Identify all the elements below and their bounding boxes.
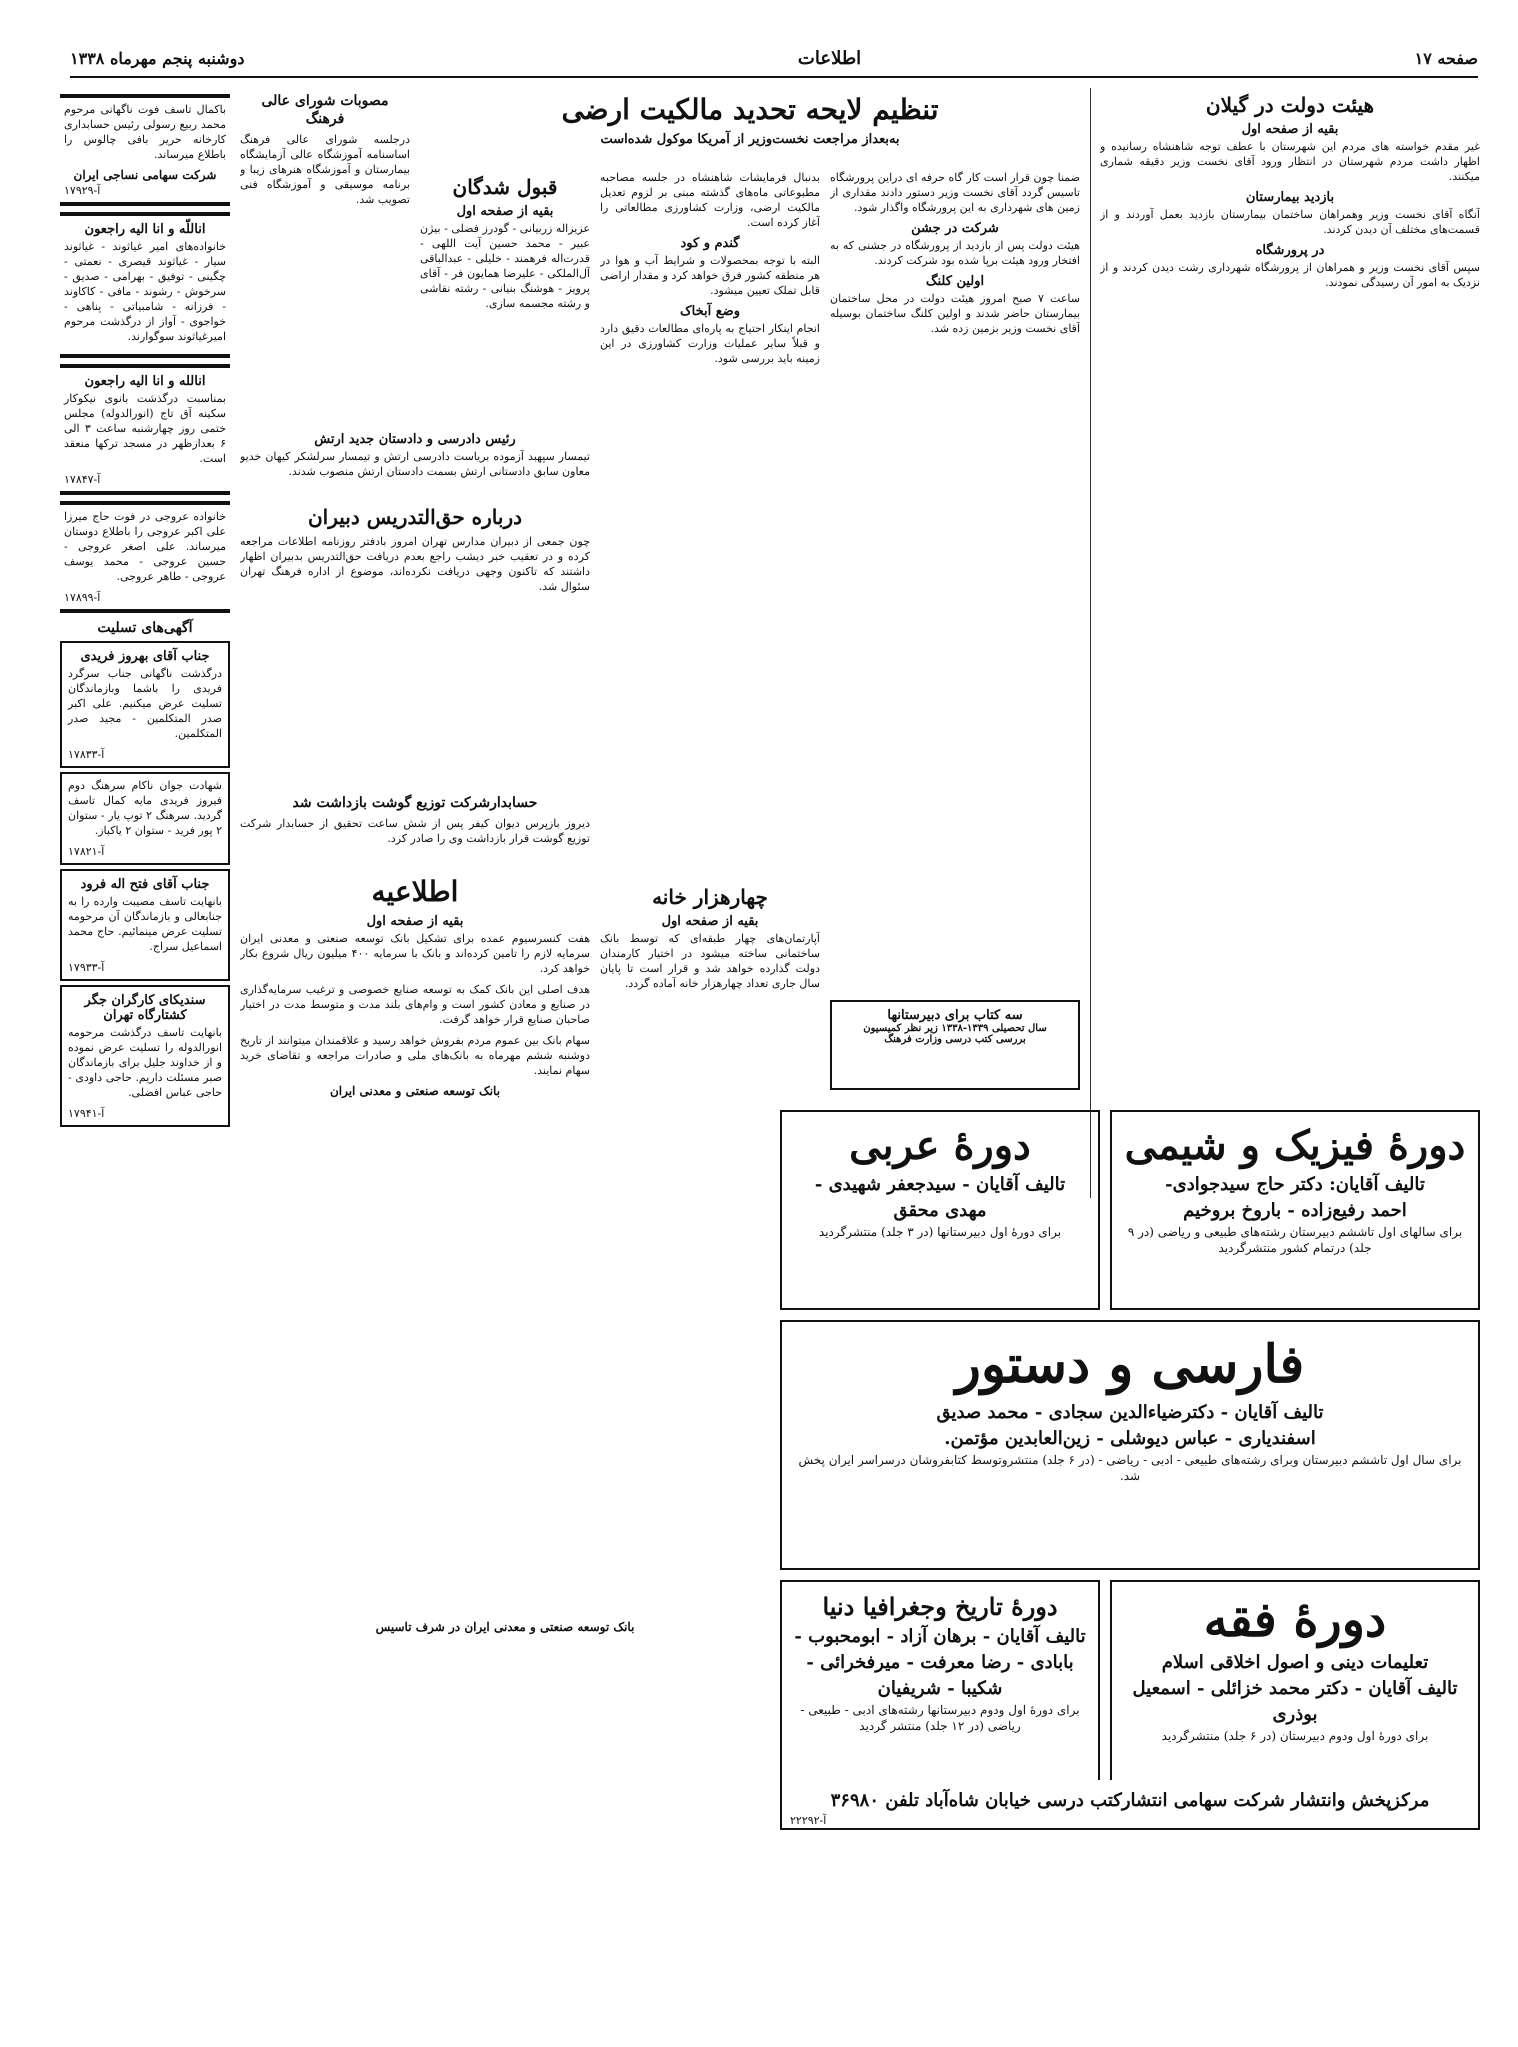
ad-persian-grammar bbox=[780, 1320, 1480, 1570]
gilan-sub-in-rasht: در پرورشگاه bbox=[1255, 243, 1325, 258]
council-headline: مصوبات شورای عالی فرهنگ bbox=[261, 93, 389, 127]
ad-fiqh-note: برای دورهٔ اول ودوم دبیرستان (در ۶ جلد) منتشرگردید bbox=[1161, 1729, 1429, 1743]
textbook-emblem-line1: سه کتاب برای دبیرستانها bbox=[887, 1008, 1023, 1023]
announcement-continued: بقیه از صفحه اول bbox=[366, 914, 464, 929]
ad-arabic-note: برای دورهٔ اول دبیرستانها (در ۳ جلد) منتشرگردید bbox=[818, 1225, 1062, 1239]
notice-taj-code: آ-۱۷۸۴۷ bbox=[64, 473, 101, 486]
land-reform-block bbox=[420, 88, 1080, 178]
land-reform-sub-wheat: گندم و کود bbox=[680, 236, 740, 251]
notice-fereydi-title: جناب آقای بهروز فریدی bbox=[80, 649, 210, 664]
gilan2-para-3: ساعت ۷ صبح امروز هیئت دولت در محل ساختمان بیمارستان حاضر شدند و اولین کلنگ ساختمان بوسیله آقای نخست وزیر بزمین زده شد. bbox=[830, 292, 1080, 335]
meat-column bbox=[240, 790, 590, 870]
bank-footer-signature: بانک توسعه صنعتی و معدنی ایران در شرف تاسیس bbox=[375, 1620, 635, 1634]
ad-physics-chemistry bbox=[1110, 1110, 1480, 1310]
textbook-emblem-line3: بررسی کتب درسی وزارت فرهنگ bbox=[884, 1034, 1026, 1045]
notice-fathollah-title: جناب آقای فتح اله فرود bbox=[80, 877, 210, 892]
land-reform-para-2: البته با توجه بمحصولات و شرایط آب و هوا در هر منطقه کشور فرق خواهد کرد و مقدار اراضی قابل تملک تعیین میشود. bbox=[600, 254, 820, 297]
ad-footer bbox=[780, 1780, 1480, 1830]
land-reform-sub-tobacco: وضع آبخاک bbox=[680, 304, 740, 319]
textbook-emblem bbox=[830, 1000, 1080, 1090]
army-para-1: تیمسار سپهبد آزموده بریاست دادرسی ارتش و تیمسار سرلشکر کیهان خدیو معاون سابق دادستانی ارتش بسمت دادستان ارتش منصوب شدند. bbox=[240, 450, 590, 478]
gilan2-para-1: ضمنا چون قرار است کار گاه حرفه ای دراین پرورشگاه تاسیس گردد آقای نخست وزیر دستور دادند مقداری از زمین های شهرداری به این پرورشگاه واگذار شود. bbox=[830, 171, 1080, 214]
notice-fathollah-text: بانهایت تاسف مصیبت وارده را به جنابعالی و بازماندگان آن مرحومه تسلیت عرض مینمائیم. حاج محمد اسماعیل سراج. bbox=[68, 895, 222, 953]
column-rule bbox=[1090, 88, 1091, 1198]
announcement-signature: بانک توسعه صنعتی و معدنی ایران bbox=[329, 1084, 501, 1098]
masthead bbox=[70, 40, 1478, 78]
ad-physics-note: برای سالهای اول تاششم دبیرستان رشته‌های طبیعی و ریاضی (در ۹ جلد) درتمام کشور منتشرگردید bbox=[1127, 1225, 1463, 1255]
ad-history-geography bbox=[780, 1580, 1100, 1780]
ad-persian-title: فارسی و دستور bbox=[955, 1334, 1305, 1395]
accepted-para-1: عزیزاله زربیانی - گودرز فضلی - بیژن عبیر - محمد حسین آیت اللهی - قدرت‌اله فرهمند - خلیلی - عبدالباقی آل‌الملکی - علیرضا همایون فر - آقای پرویز - هوشنگ بنیانی - رشته‌ نقاشی و رشته مجسمه سازی. bbox=[420, 222, 590, 310]
notice-ghiasvand bbox=[60, 212, 230, 358]
notice-orouji bbox=[60, 501, 230, 613]
announcement-headline: اطلاعیه bbox=[371, 875, 459, 908]
notices-column bbox=[60, 88, 230, 1628]
ad-history-authors-2: بابادی - رضا معرفت - میرفخرائی - شکیبا - شریفیان bbox=[806, 1652, 1074, 1699]
column-gilan bbox=[1100, 88, 1480, 1188]
gilan2-sub-first-kolang: اولین کلنگ bbox=[925, 274, 985, 289]
gilan2-para-2: هیئت دولت پس از بازدید از پرورشگاه در جشنی که به افتخار ورود هیئت برپا شده بود شرکت کردند. bbox=[830, 239, 1080, 267]
gilan-headline: هیئت دولت در گیلان bbox=[1205, 93, 1375, 117]
ad-physics-title: دورهٔ فیزیک و شیمی bbox=[1124, 1122, 1466, 1169]
notice-fathollah-code: آ-۱۷۹۳۳ bbox=[68, 961, 105, 974]
land-reform-para-3: انجام اینکار احتیاج به پاره‌ای مطالعات دقیق دارد و قبلاً سایر عملیات وزارت کشاورزی در این زمینه باید بررسی شود. bbox=[600, 322, 820, 365]
ad-persian-note: برای سال اول تاششم دبیرستان وبرای رشته‌های طبیعی - ادبی - ریاضی - (در ۶ جلد) منتشروتوسط کتابفروشان درسراسر ایران پخش شد. bbox=[798, 1453, 1462, 1483]
notice-union-text: بانهایت تاسف درگذشت مرحومه انورالدوله را تسلیت عرض نموده و از خداوند جلیل برای بازماندگان صبر مسئلت داریم. حاجی داودی - حاجی عباس افضلی. bbox=[68, 1026, 222, 1099]
notice-ghiasvand-text: خانواده‌های امیر غیاثوند - غیاثوند سیار - غیاثوند قیصری - نعمتی - چگینی - توفیق - بهرامی - صدیق - سرخوش - رشوند - مافی - کاکاوند - فرزانه - شامبیاتی - پناهی - خواجوی - آواز از درگذشت مرحوم امیرغیاثوند سوگوارند. bbox=[64, 240, 226, 343]
ad-arabic-authors-2: مهدی محقق bbox=[893, 1200, 987, 1221]
announcement-column bbox=[240, 870, 590, 1610]
notice-union bbox=[60, 985, 230, 1127]
land-reform-para-1: بدنبال فرمایشات شاهنشاه در جلسه مصاحبه مطبوعاتی ماه‌های گذشته مبنی بر لزوم تعدیل مالکیت ارضی، وزارت کشاورزی مطالعاتی را آغاز کرده است. bbox=[600, 171, 820, 229]
notice-taj-title: انالله و انا الیه راجعون bbox=[84, 374, 206, 389]
teachers-column bbox=[240, 500, 590, 760]
gilan2-sub-celebration: شرکت در جشن bbox=[911, 221, 999, 236]
accepted-continued: بقیه از صفحه اول bbox=[456, 204, 554, 219]
meat-para-1: دیروز بازپرس دیوان کیفر پس از شش ساعت تحقیق از حسابدار شرکت توزیع گوشت قرار بازداشت وی را صادر کرد. bbox=[240, 817, 590, 845]
land-reform-body bbox=[600, 170, 820, 870]
ad-history-authors-1: تالیف آقایان - برهان آزاد - ابومحبوب - bbox=[794, 1626, 1086, 1647]
notice-sarhang-text: شهادت جوان ناکام سرهنگ دوم فیروز فریدی مایه کمال تاسف گردید. سرهنگ ۲ توپ یار - ستوان ۲ پور فرید - ستوان ۲ یاکباز. bbox=[68, 779, 222, 837]
houses-continued: بقیه از صفحه اول bbox=[661, 914, 759, 929]
gilan-continued: بقیه از صفحه اول bbox=[1241, 122, 1339, 137]
ad-fiqh bbox=[1110, 1580, 1480, 1780]
notice-sarhang bbox=[60, 772, 230, 865]
notice-textile-signature: شرکت سهامی نساجی ایران bbox=[73, 168, 217, 182]
notice-taj bbox=[60, 364, 230, 495]
notice-fereydi-text: درگذشت ناگهانی جناب سرگرد فریدی را باشما وبازماندگان تسلیت عرض میکنیم. علی اکبر صدر المتکلمین - مجید صدر المتکلمین. bbox=[68, 667, 222, 740]
announcement-para-2: هدف اصلی این بانک کمک به توسعه صنایع خصوصی و ترغیب سرمایه‌گذاری در صنایع و معادن کشور است و وام‌های بلند مدت و متوسط مدت در اختیار صاحبان صنایع قرار خواهد گرفت. bbox=[240, 983, 590, 1026]
ad-footer-code: آ-۲۲۲۹۲ bbox=[790, 1814, 827, 1827]
notice-ghiasvand-title: اناللّه و انا الیه راجعون bbox=[84, 222, 206, 237]
newspaper-name: اطلاعات bbox=[797, 47, 862, 69]
houses-para-1: آپارتمان‌های چهار طبقه‌ای که توسط بانک ساختمانی ساخته میشود در اختیار کارمندان دولت گذارده خواهد شد و قرار است تا پایان سال جاری تعداد چهارهزار خانه آماده گردد. bbox=[600, 932, 820, 990]
notice-taj-text: بمناسبت درگذشت بانوی نیکوکار سکینه آق تاج (انورالدوله) مجلس ختمی روز چهارشنبه ساعت ۳ الی ۶ بعدازظهر در مسجد ترکها منعقد است. bbox=[64, 392, 226, 465]
notice-fereydi-code: آ-۱۷۸۳۳ bbox=[68, 748, 105, 761]
notice-textile-code: آ-۱۷۹۲۹ bbox=[64, 184, 101, 197]
gilan-para-1: غیر مقدم خواسته های مردم این شهرستان با عطف توجه شاهنشاه رسانیده و اظهار داشت مردم شهرستان در انتظار ورود آقای نخست وزیر دقیقه شماری میکنند. bbox=[1100, 140, 1480, 183]
land-reform-headline: تنظیم لایحه تحدید مالکیت ارضی bbox=[561, 93, 939, 126]
issue-date: دوشنبه پنجم مهرماه ۱۳۳۸ bbox=[70, 48, 245, 68]
army-headline: رئیس دادرسی و دادستان جدید ارتش bbox=[314, 432, 516, 447]
notice-textile-text: باکمال تاسف فوت ناگهانی مرحوم محمد ربیع رسولی رئیس حسابداری کارخانه حریر بافی چالوس را باطلاع میرساند. bbox=[64, 103, 226, 161]
ad-physics-authors-2: احمد رفیع‌زاده - باروخ بروخیم bbox=[1183, 1200, 1407, 1221]
condolence-header: آگهی‌های تسلیت bbox=[97, 620, 193, 636]
gilan-para-2: آنگاه آقای نخست وزیر وهمراهان ساختمان بیمارستان بازدید بعمل آوردند و از قسمت‌های مختلف آن دیدن کردند. bbox=[1100, 208, 1480, 236]
gilan-sub-hospital-visit: بازدید بیمارستان bbox=[1245, 190, 1335, 205]
textbook-emblem-line2: سال تحصیلی ۱۳۳۹-۱۳۳۸ زیر نظر کمیسیون bbox=[863, 1023, 1047, 1034]
ad-persian-authors-1: تالیف آقایان - دکترضیاءالدین سجادی - محمد صدیق bbox=[936, 1402, 1324, 1423]
ad-persian-authors-2: اسفندیاری - عباس دیوشلی - زین‌العابدین مؤتمن. bbox=[944, 1428, 1316, 1449]
notice-sarhang-code: آ-۱۷۸۲۱ bbox=[68, 845, 105, 858]
gilan-para-3: سپس آقای نخست وزیر و همراهان از پرورشگاه شهرداری رشت دیدن کردند و از نزدیک به امور آن رسیدگی نمودند. bbox=[1100, 261, 1480, 289]
accepted-headline: قبول شدگان bbox=[452, 175, 558, 199]
teachers-headline: درباره حق‌التدریس دبیران bbox=[307, 505, 523, 529]
council-column bbox=[240, 88, 410, 388]
ad-fiqh-subtitle: تعلیمات دینی و اصول اخلاقی اسلام bbox=[1161, 1652, 1429, 1673]
ad-arabic-authors-1: تالیف آقایان - سیدجعفر شهیدی - bbox=[814, 1174, 1066, 1195]
teachers-para-1: چون جمعی از دبیران مدارس تهران امروز بادفتر روزنامه اطلاعات مراجعه کرده و در تعقیب خبر دیشب راجع بعدم دریافت حق‌التدریس بدبیران اظهار داشتند که تاکنون وجهی دریافت نکرده‌اند، موضوع از اداره فرهنگ تهران سئوال شد. bbox=[240, 535, 590, 593]
ad-fiqh-title: دورهٔ فقه bbox=[1203, 1592, 1387, 1648]
ad-footer-text: مرکزپخش وانتشار شرکت سهامی انتشارکتب درسی خیابان شاه‌آباد تلفن ۳۶۹۸۰ bbox=[830, 1790, 1430, 1811]
announcement-para-1: هفت کنسرسیوم عمده برای تشکیل بانک توسعه صنعتی و معدنی ایران سرمایه لازم را تامین کرده‌اند و بانک با سرمایه ۴۰۰ میلیون ریال شروع بکار خواهد کرد. bbox=[240, 932, 590, 975]
ad-arabic bbox=[780, 1110, 1100, 1310]
page-number: صفحه ۱۷ bbox=[1414, 48, 1478, 68]
ad-history-note: برای دورهٔ اول ودوم دبیرستانها رشته‌های ادبی - طبیعی - ریاضی (در ۱۲ جلد) منتشر گردید bbox=[800, 1703, 1080, 1733]
column-gilan-2 bbox=[830, 170, 1080, 1050]
ad-physics-authors-1: تالیف آقایان: دکتر حاج سیدجوادی- bbox=[1165, 1174, 1425, 1195]
land-reform-subheadline: به‌بعداز مراجعت نخست‌وزیر از آمریکا موکول شده‌است bbox=[600, 132, 900, 147]
houses-headline: چهارهزار خانه bbox=[652, 885, 768, 909]
notice-union-code: آ-۱۷۹۴۱ bbox=[68, 1107, 105, 1120]
notice-fathollah bbox=[60, 869, 230, 981]
ad-history-title: دورهٔ تاریخ وجغرافیا دنیا bbox=[822, 1592, 1058, 1621]
ad-fiqh-authors: تالیف آقایان - دکتر محمد خزائلی - اسمعیل بوذری bbox=[1132, 1678, 1458, 1725]
council-para-1: درجلسه شورای عالی فرهنگ اساسنامه آموزشگاه عالی آزمایشگاه بیمارستان و آموزشگاه هنرهای زیبا و برنامه موسیقی و آموزشگاه فنی تصویب شد. bbox=[240, 133, 410, 206]
bank-footer bbox=[240, 1620, 770, 1680]
notice-orouji-code: آ-۱۷۸۹۹ bbox=[64, 591, 101, 604]
meat-headline: حسابدارشرکت توزیع گوشت بازداشت شد bbox=[292, 795, 538, 811]
announcement-para-3: سهام بانک بین عموم مردم بفروش خواهد رسید و علاقمندان میتوانند از تاریخ دوشنبه ششم مهرماه به بانک‌های ملی و صادرات مراجعه و تقاضای خرید سهام نمایند. bbox=[240, 1034, 590, 1077]
notice-fereydi bbox=[60, 641, 230, 768]
notice-orouji-text: خانواده عروجی در فوت حاج میرزا علی اکبر عروجی را باطلاع دوستان میرساند. علی اصغر عروجی - حسین عروجی - محمد یوسف عروجی - طاهر عروجی. bbox=[64, 510, 226, 583]
notice-textile bbox=[60, 94, 230, 206]
notice-union-title: سندیکای کارگران جگر کشتارگاه تهران bbox=[84, 993, 206, 1023]
ad-arabic-title: دورهٔ عربی bbox=[849, 1122, 1031, 1169]
army-column bbox=[240, 430, 590, 500]
